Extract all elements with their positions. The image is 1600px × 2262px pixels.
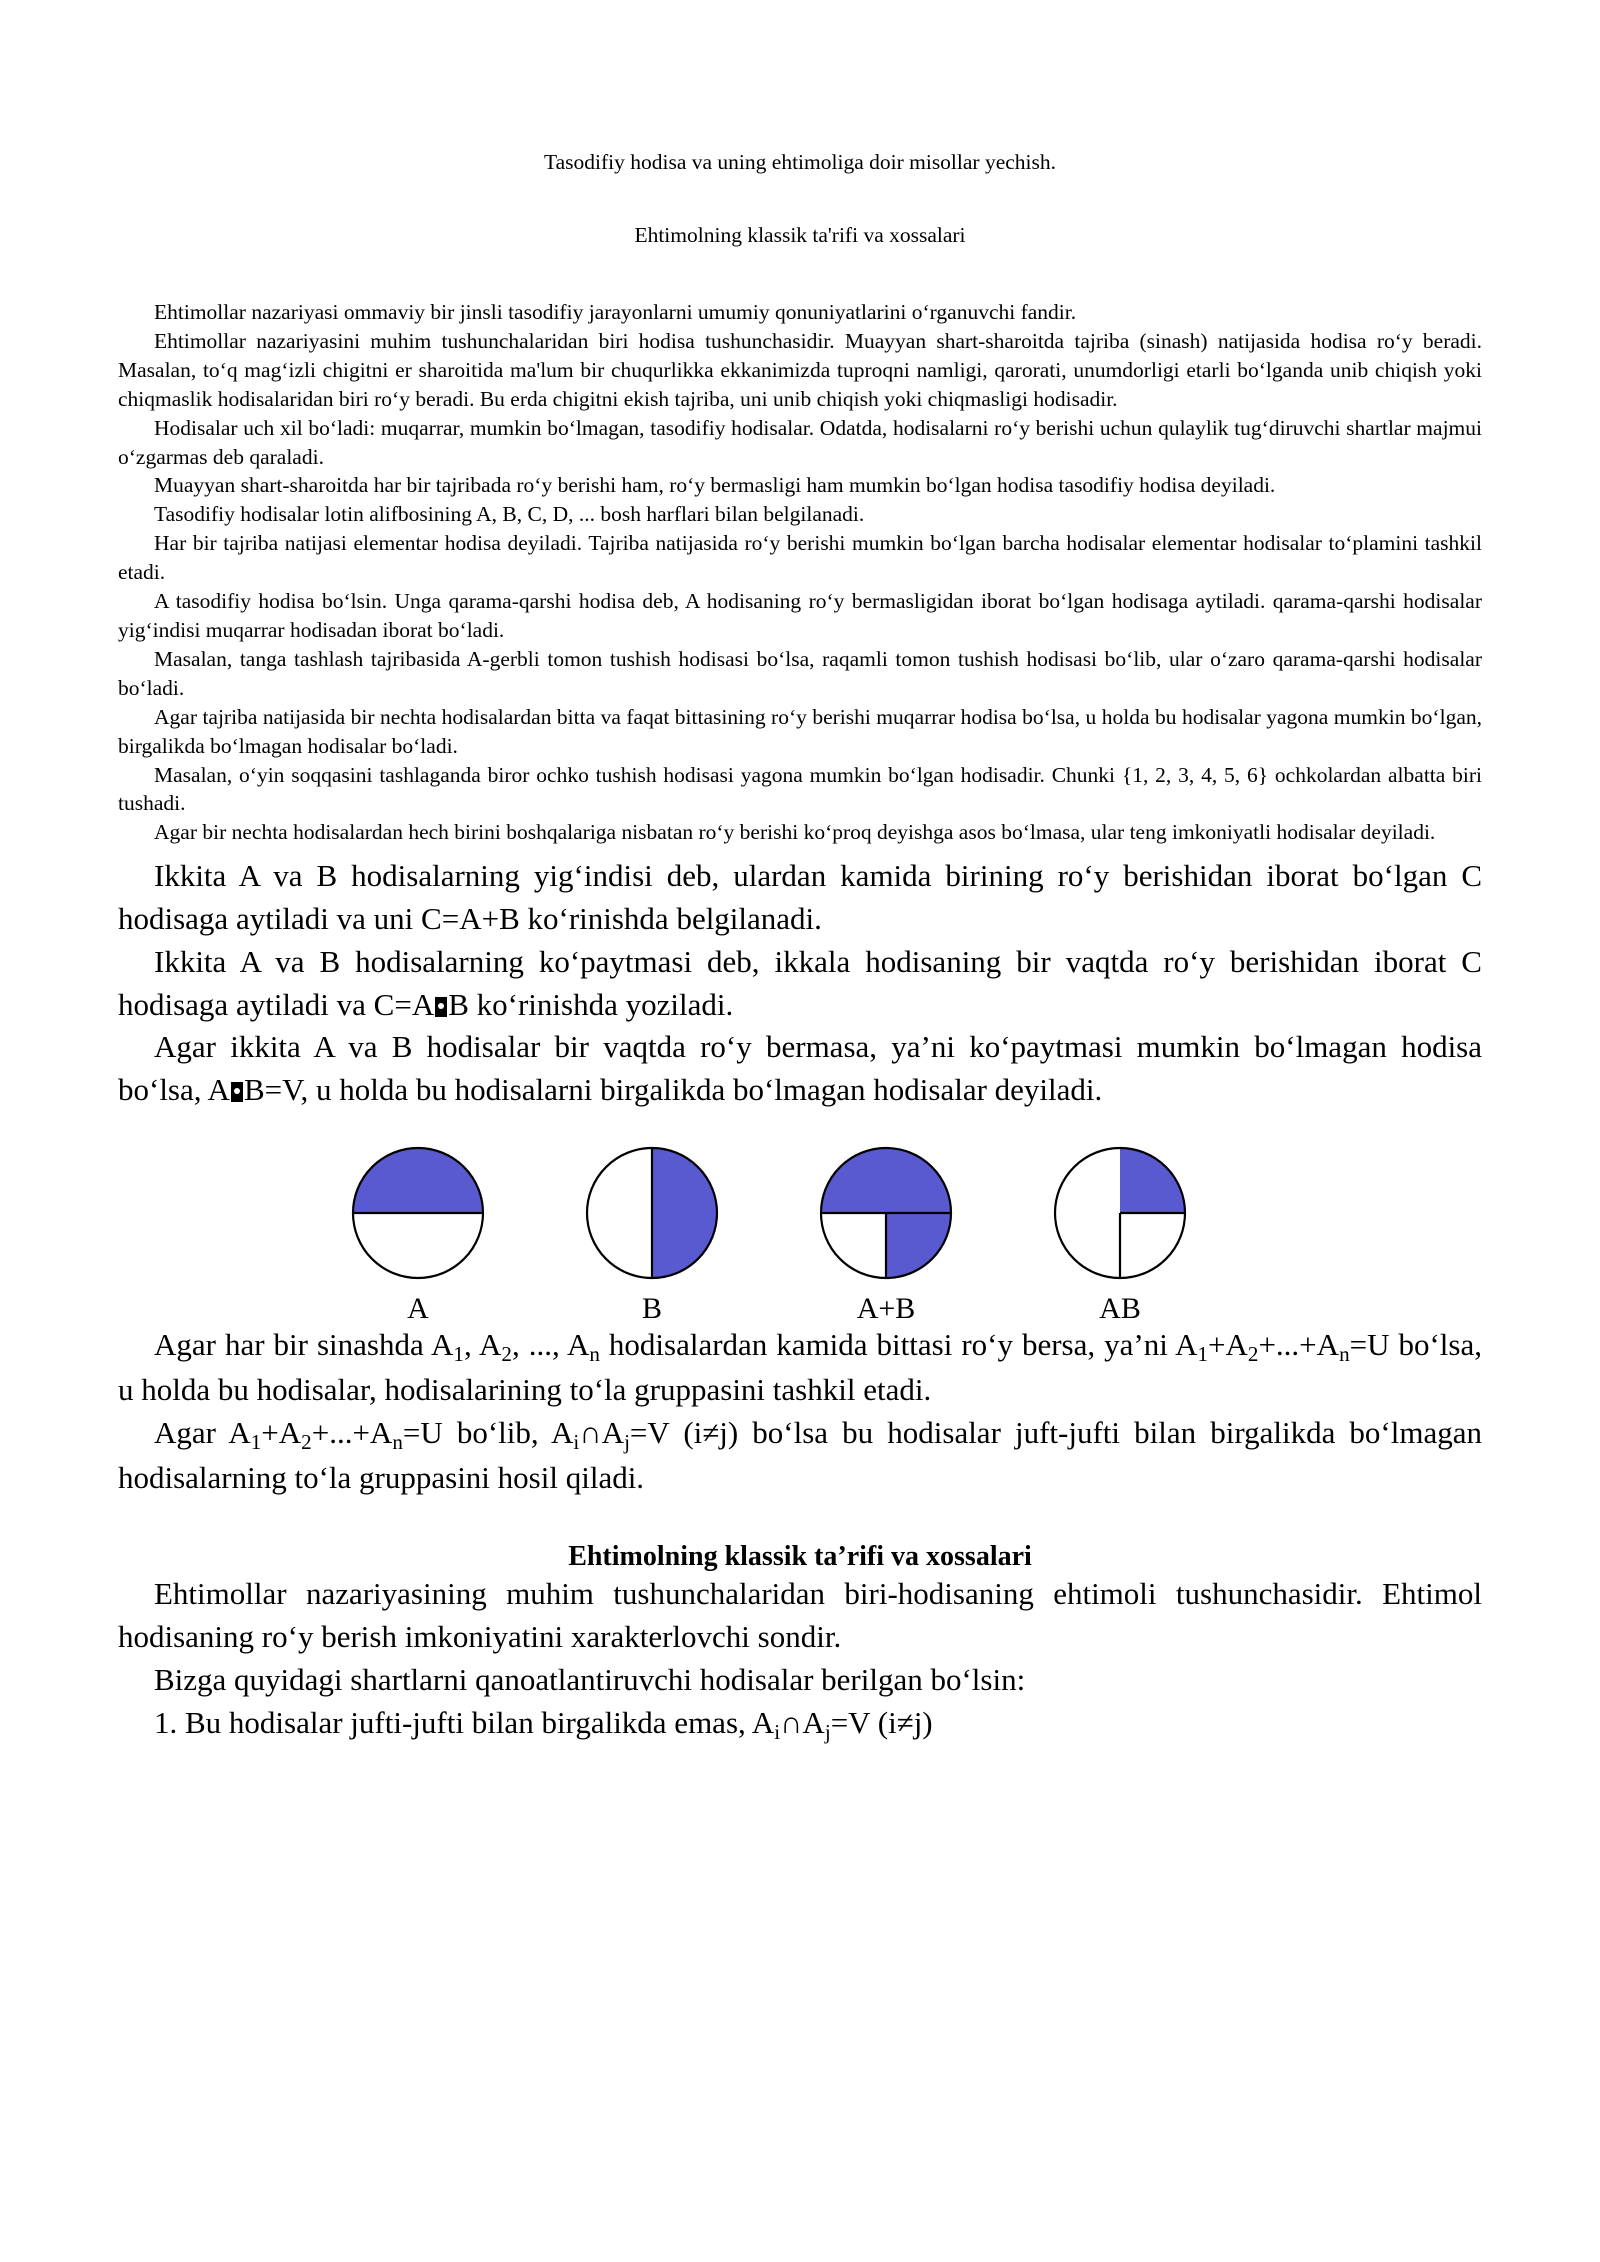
subscript: i [774, 1719, 781, 1744]
paragraph: Tasodifiy hodisalar lotin alifbosining A, B, C, D, ... bosh harflari bilan belgilanadi. [154, 502, 865, 527]
section-heading: Ehtimolning klassik ta’rifi va xossalari [568, 1541, 1032, 1573]
text-part: ∩A [780, 1704, 825, 1740]
definition-product-part1: Ikkita A va B hodisalarning ko‘paytmasi deb, ikkala hodisaning bir vaqtda ro‘y berishidan iborat C hodisaga aytiladi va C=A [118, 943, 1482, 1022]
venn-diagram-intersection-icon [1045, 1138, 1195, 1288]
full-group-definition [118, 1324, 1482, 1412]
figure-label: AB [1099, 1291, 1141, 1325]
paragraph: Muayyan shart-sharoitda har bir tajribada ro‘y berishi ham, ro‘y bermasligi ham mumkin bo‘lgan hodisa tasodifiy hodisa deyiladi. [154, 473, 1276, 498]
subscript: j [824, 1719, 831, 1744]
text-part: =U bo‘lsa, u holda bu hodisalar, hodisalarining to‘la gruppasini tashkil etadi. [118, 1326, 1482, 1407]
paragraph: Agar bir nechta hodisalardan hech birini boshqalariga nisbatan ro‘y berishi ko‘proq deyishga asos bo‘lmasa, ular teng imkoniyatli hodisalar deyiladi. [154, 820, 1436, 845]
tail-paragraph-1: Ehtimollar nazariyasining muhim tushunchalaridan biri-hodisaning ehtimoli tushunchasidir. Ehtimol hodisaning ro‘y berish imkoniyatini xarakterlovchi sondir. [118, 1576, 1482, 1655]
paragraph: Masalan, tanga tashlash tajribasida A-gerbli tomon tushish hodisasi bo‘lsa, raqamli tomon tushish hodisasi bo‘lib, ular o‘zaro qarama-qarshi hodisalar bo‘ladi. [118, 646, 1482, 700]
figure-ab [1040, 1138, 1200, 1324]
subscript: n [1339, 1341, 1350, 1366]
venn-diagram-union-icon [811, 1138, 961, 1288]
subscript: 1 [1197, 1341, 1209, 1366]
text-part: Agar har bir sinashda A [154, 1326, 454, 1362]
text-part: =U bo‘lib, A [402, 1414, 574, 1450]
document-title: Tasodifiy hodisa va uning ehtimoliga doir misollar yechish. [543, 150, 1057, 174]
definition-disjoint-part2: B=V, u holda bu hodisalarni birgalikda bo‘lmagan hodisalar deyiladi. [243, 1072, 1103, 1108]
figure-b [572, 1138, 732, 1324]
subscript: 2 [1247, 1341, 1259, 1366]
definition-product-part2: B ko‘rinishda yoziladi. [448, 986, 734, 1022]
text-part: 1. Bu hodisalar jufti-jufti bilan birgalikda emas, A [154, 1704, 775, 1740]
figure-label: A [407, 1291, 429, 1325]
definition-sum: Ikkita A va B hodisalarning yig‘indisi deb, ulardan kamida birining ro‘y berishidan iborat bo‘lgan C hodisaga aytiladi va uni C=A+B ko‘rinishda belgilanadi. [118, 858, 1482, 937]
definition-disjoint-part1: Agar ikkita A va B hodisalar bir vaqtda ro‘y bermasa, ya’ni ko‘paytmasi mumkin bo‘lmagan hodisa bo‘lsa, A [118, 1029, 1482, 1108]
definition-product [118, 941, 1482, 1027]
pairwise-disjoint-definition [118, 1412, 1482, 1500]
figure-label: A+B [856, 1291, 916, 1325]
subscript: j [624, 1429, 630, 1454]
subscript: 1 [453, 1341, 464, 1366]
document-subtitle: Ehtimolning klassik ta'rifi va xossalari [634, 223, 966, 248]
paragraph: Ehtimollar nazariyasi ommaviy bir jinsli tasodifiy jarayonlarni umumiy qonuniyatlarini o‘rganuvchi fandir. [154, 300, 1077, 325]
subscript: 2 [301, 1429, 312, 1454]
dot-operator-icon [435, 997, 447, 1017]
text-part: =V (i≠j) bo‘lsa bu hodisalar juft-jufti bilan birgalikda bo‘lmagan hodisalarning to‘la gruppasini hosil qiladi. [118, 1414, 1482, 1495]
text-part: +...+A [311, 1414, 393, 1450]
paragraph: A tasodifiy hodisa bo‘lsin. Unga qarama-qarshi hodisa deb, A hodisaning ro‘y bermasligidan iborat bo‘lgan hodisaga aytiladi. qarama-qarshi hodisalar yig‘indisi muqarrar hodisadan iborat bo‘ladi. [118, 589, 1482, 642]
subscript: 2 [501, 1341, 512, 1366]
figure-a [338, 1138, 498, 1324]
text-part: ∩A [579, 1414, 625, 1450]
tail-paragraph-2: Bizga quyidagi shartlarni qanoatlantiruvchi hodisalar berilgan bo‘lsin: [154, 1661, 1026, 1697]
subscript: i [573, 1429, 580, 1454]
spacer [118, 177, 1482, 221]
paragraph: Masalan, o‘yin soqqasini tashlaganda biror ochko tushish hodisasi yagona mumkin bo‘lgan hodisadir. Chunki {1, 2, 3, 4, 5, 6} ochkolardan albatta biri tushadi. [118, 762, 1482, 816]
text-part: +A [1208, 1326, 1248, 1362]
spacer [118, 1499, 1482, 1541]
paragraph: Ehtimollar nazariyasini muhim tushunchalaridan biri hodisa tushunchasidir. Muayyan shart-sharoitda tajriba (sinash) natijasida hodisa ro‘y beradi. Masalan, to‘q mag‘izli chigitni er sharoitida ma'lum bir chuqurlikka ekkanimizda tuproqni namligi, qarorati, unumdorligi etarli bo‘lganda unib chiqish yoki chiqmaslik hodisalaridan biri ro‘y beradi. Bu erda chigitni ekish tajriba, uni unib chiqish yoki chiqmasligi hodisadir. [118, 328, 1482, 411]
text-part: =V (i≠j) [830, 1704, 933, 1740]
figure-a-plus-b [806, 1138, 966, 1324]
venn-figures [118, 1138, 1482, 1324]
definition-disjoint [118, 1026, 1482, 1112]
tail-paragraph-3 [118, 1702, 1482, 1747]
text-part: +A [261, 1414, 302, 1450]
figure-label: B [641, 1291, 662, 1325]
paragraph: Agar tajriba natijasida bir nechta hodisalardan bitta va faqat bittasining ro‘y berishi muqarrar hodisa bo‘lsa, u holda bu hodisalar yagona mumkin bo‘lgan, birgalikda bo‘lmagan hodisalar bo‘ladi. [118, 704, 1482, 758]
venn-diagram-b-icon [577, 1138, 727, 1288]
dot-operator-icon [231, 1082, 243, 1102]
text-part: +...+A [1258, 1326, 1340, 1362]
subscript: n [589, 1341, 600, 1366]
spacer [118, 250, 1482, 298]
subscript: 1 [250, 1429, 262, 1454]
paragraph: Har bir tajriba natijasi elementar hodisa deyiladi. Tajriba natijasida ro‘y berishi mumkin bo‘lgan barcha hodisalar elementar hodisalar to‘plamini tashkil etadi. [118, 531, 1482, 585]
text-part: hodisalardan kamida bittasi ro‘y bersa, ya’ni A [599, 1326, 1198, 1362]
text-part: , A [463, 1326, 502, 1362]
text-part: , ..., A [511, 1326, 590, 1362]
subscript: n [392, 1429, 403, 1454]
text-part: Agar A [154, 1414, 251, 1450]
paragraph: Hodisalar uch xil bo‘ladi: muqarrar, mumkin bo‘lmagan, tasodifiy hodisalar. Odatda, hodisalarni ro‘y berishi uchun qulaylik tug‘diruvchi shartlar majmui o‘zgarmas deb qaraladi. [118, 415, 1482, 469]
venn-diagram-a-icon [343, 1138, 493, 1288]
